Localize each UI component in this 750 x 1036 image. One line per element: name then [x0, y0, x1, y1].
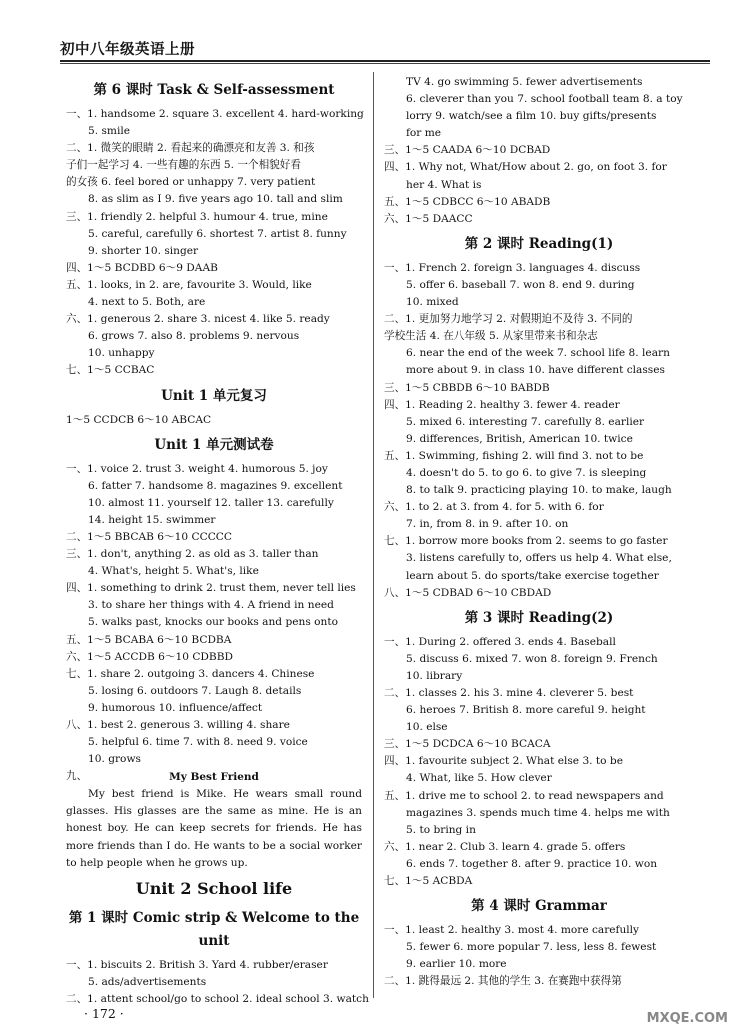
answer-line-continued: more about 9. in class 10. have different classes [406, 364, 665, 377]
answer-line: 七、1. borrow more books from 2. seems to go faster [384, 535, 668, 548]
book-header: 初中八年级英语上册 [60, 42, 195, 58]
answer-line-continued: 10. unhappy [88, 347, 155, 360]
answer-line: 三、1. don't, anything 2. as old as 3. taller than [66, 548, 319, 561]
unit-title: Unit 2 School life [135, 878, 293, 898]
answer-line: 七、1～5 CCBAC [66, 364, 155, 377]
answer-line: 六、1. to 2. at 3. from 4. for 5. with 6. for [384, 501, 604, 514]
answer-line: 四、1. Why not, What/How about 2. go, on foot 3. for [384, 161, 667, 174]
answer-line-continued: 子们一起学习 4. 一些有趣的东西 5. 一个相貌好看 [66, 159, 301, 172]
answer-line-continued: 3. listens carefully to, offers us help 4. What else, [406, 552, 672, 565]
essay-paragraph: My best friend is Mike. He wears small round glasses. His glasses are the same as mine. He is an honest boy. He can keep secrets for friends. He has more friends than I do. He wants to be a social worker to help people when he grows up. [66, 788, 362, 869]
answer-line: 三、1～5 DCDCA 6～10 BCACA [384, 738, 551, 751]
answer-line-continued: 6. heroes 7. British 8. more careful 9. height [406, 704, 646, 717]
answer-line: 五、1. Swimming, fishing 2. will find 3. not to be [384, 449, 644, 462]
answer-line-continued: 的女孩 6. feel bored or unhappy 7. very patient [66, 176, 316, 189]
answer-line: 三、1. friendly 2. helpful 3. humour 4. true, mine [66, 210, 328, 223]
watermark-logo: MXQE.COM [646, 1011, 728, 1026]
answer-line-continued: magazines 3. spends much time 4. helps me with [406, 806, 670, 819]
answer-line: 二、1. 跳得最远 2. 其他的学生 3. 在赛跑中获得第 [384, 975, 622, 988]
answer-line-continued: 5. smile [88, 125, 131, 138]
answer-line: 一、1. handsome 2. square 3. excellent 4. hard-working [66, 108, 364, 120]
answer-line-continued: 5. offer 6. baseball 7. won 8. end 9. during [406, 278, 635, 291]
answer-line: 一、1. voice 2. trust 3. weight 4. humorous 5. joy [66, 462, 328, 475]
answer-line-continued: 10. mixed [406, 296, 459, 309]
answer-line: 一、1. biscuits 2. British 3. Yard 4. rubber/eraser [66, 958, 328, 971]
answer-line: 八、1. best 2. generous 3. willing 4. share [66, 719, 290, 731]
answer-line: 二、1. 微笑的眼睛 2. 看起来的确漂亮和友善 3. 和孩 [66, 142, 315, 155]
answer-line-continued: 5. discuss 6. mixed 7. won 8. foreign 9. French [406, 652, 658, 665]
section-heading: 第 4 课时 Grammar [471, 898, 607, 915]
answer-line-continued: her 4. What is [406, 178, 482, 191]
answer-line-continued: 5. to bring in [406, 823, 476, 836]
answer-line-continued: 5. fewer 6. more popular 7. less, less 8. fewest [406, 941, 657, 954]
page-number: · 172 · [84, 1006, 124, 1021]
answer-line: 八、1～5 CDBAD 6～10 CBDAD [384, 586, 552, 599]
answer-line-continued: 5. ads/advertisements [88, 975, 207, 988]
answer-line-continued: 5. losing 6. outdoors 7. Laugh 8. details [88, 684, 302, 697]
answer-line-continued: 7. in, from 8. in 9. after 10. on [406, 518, 569, 531]
section-heading: 第 1 课时 Comic strip & Welcome to the unit [68, 909, 360, 949]
answer-line-continued: lorry 9. watch/see a film 10. buy gifts/presents [406, 110, 657, 123]
answer-line-continued: 5. walks past, knocks our books and pens onto [88, 616, 338, 629]
left-column [66, 74, 369, 1008]
answer-line-continued: 4. What's, height 5. What's, like [88, 565, 259, 578]
answer-line-continued: 6. near the end of the week 7. school life 8. learn [406, 347, 670, 360]
column-divider [373, 72, 374, 998]
answer-line-continued: 4. doesn't do 5. to go 6. to give 7. is sleeping [406, 466, 647, 479]
answer-line: 四、1. favourite subject 2. What else 3. to be [384, 755, 623, 768]
answer-line-continued: 6. ends 7. together 8. after 9. practice 10. won [406, 857, 658, 870]
answer-line: 六、1. near 2. Club 3. learn 4. grade 5. offers [384, 840, 626, 853]
answer-line-continued: 10. grows [88, 753, 141, 766]
answer-line-continued: 9. shorter 10. singer [88, 244, 199, 257]
answer-line: 四、1. something to drink 2. trust them, never tell lies [66, 582, 356, 595]
answer-line: 六、1. generous 2. share 3. nicest 4. like 5. ready [66, 313, 330, 326]
answer-line: 一、1. French 2. foreign 3. languages 4. discuss [384, 261, 641, 274]
answer-line-continued: 6. fatter 7. handsome 8. magazines 9. excellent [88, 479, 343, 492]
answer-line: 五、1～5 BCABA 6～10 BCDBA [66, 633, 232, 646]
answer-line: 三、1～5 CAADA 6～10 DCBAD [384, 144, 551, 157]
answer-line: 七、1. share 2. outgoing 3. dancers 4. Chinese [66, 667, 315, 680]
answer-line-continued: learn about 5. do sports/take exercise together [406, 569, 659, 582]
answer-line: 二、1. attent school/go to school 2. ideal school 3. watch [66, 992, 369, 1005]
right-column [384, 74, 694, 991]
answer-line-continued: TV 4. go swimming 5. fewer advertisements [406, 76, 643, 88]
answer-line-continued: 9. earlier 10. more [406, 958, 507, 971]
question-number: 九、 [66, 770, 88, 783]
answer-line-continued: 5. careful, carefully 6. shortest 7. artist 8. funny [88, 227, 347, 240]
answer-line-continued: 学校生活 4. 在八年级 5. 从家里带来书和杂志 [384, 330, 598, 343]
section-heading: Unit 1 单元测试卷 [154, 436, 274, 453]
answer-line-continued: 14. height 15. swimmer [88, 513, 216, 526]
answer-line-continued: 9. differences, British, American 10. twice [406, 432, 633, 445]
answer-line: 四、1. Reading 2. healthy 3. fewer 4. reader [384, 398, 620, 411]
answer-line-continued: 6. grows 7. also 8. problems 9. nervous [88, 330, 300, 343]
section-heading: Unit 1 单元复习 [161, 387, 267, 404]
answer-line: 一、1. least 2. healthy 3. most 4. more carefully [384, 924, 640, 937]
answer-line: 四、1～5 BCDBD 6～9 DAAB [66, 261, 218, 274]
answer-line-continued: 6. cleverer than you 7. school football team 8. a toy [406, 93, 683, 106]
answer-line: 三、1～5 CBBDB 6～10 BABDB [384, 381, 550, 394]
answer-line-continued: 3. to share her things with 4. A friend in need [88, 599, 334, 612]
answer-line: 一、1. During 2. offered 3. ends 4. Baseball [384, 635, 616, 648]
answer-line-continued: 4. What, like 5. How clever [406, 772, 552, 785]
answer-line: 二、1. 更加努力地学习 2. 对假期迫不及待 3. 不同的 [384, 313, 633, 326]
section-heading: 第 6 课时 Task & Self-assessment [93, 82, 335, 98]
answer-line-continued: 8. to talk 9. practicing playing 10. to make, laugh [406, 484, 672, 497]
header-rule [60, 60, 710, 62]
answer-line-continued: 10. else [406, 721, 448, 734]
essay-title: My Best Friend [169, 771, 259, 784]
section-heading: 第 3 课时 Reading(2) [464, 609, 614, 626]
section-heading: 第 2 课时 Reading(1) [464, 235, 614, 252]
essay-heading-row [66, 768, 362, 786]
answer-line-continued: 9. humorous 10. influence/affect [88, 701, 263, 714]
answer-line-continued: 10. library [406, 669, 463, 682]
answer-line-continued: for me [406, 127, 442, 140]
answer-line: 二、1. classes 2. his 3. mine 4. cleverer 5. best [384, 687, 634, 699]
answer-line: 五、1～5 CDBCC 6～10 ABADB [384, 195, 551, 208]
answer-line: 二、1～5 BBCAB 6～10 CCCCC [66, 530, 233, 543]
answer-line: 五、1. looks, in 2. are, favourite 3. Would, like [66, 278, 312, 291]
header-rule-thin [60, 63, 710, 64]
answer-line: 六、1～5 DAACC [384, 212, 473, 225]
answer-line-continued: 4. next to 5. Both, are [88, 296, 206, 309]
answer-line: 1～5 CCDCB 6～10 ABCAC [66, 413, 212, 426]
answer-line-continued: 5. mixed 6. interesting 7. carefully 8. earlier [406, 415, 645, 428]
answer-line-continued: 8. as slim as I 9. five years ago 10. tall and slim [88, 193, 343, 206]
answer-line: 五、1. drive me to school 2. to read newspapers and [384, 789, 664, 802]
answer-line-continued: 10. almost 11. yourself 12. taller 13. carefully [88, 496, 334, 509]
answer-line: 六、1～5 ACCDB 6～10 CDBBD [66, 650, 233, 663]
answer-line-continued: 5. helpful 6. time 7. with 8. need 9. voice [88, 736, 308, 749]
answer-line: 七、1～5 ACBDA [384, 875, 473, 888]
